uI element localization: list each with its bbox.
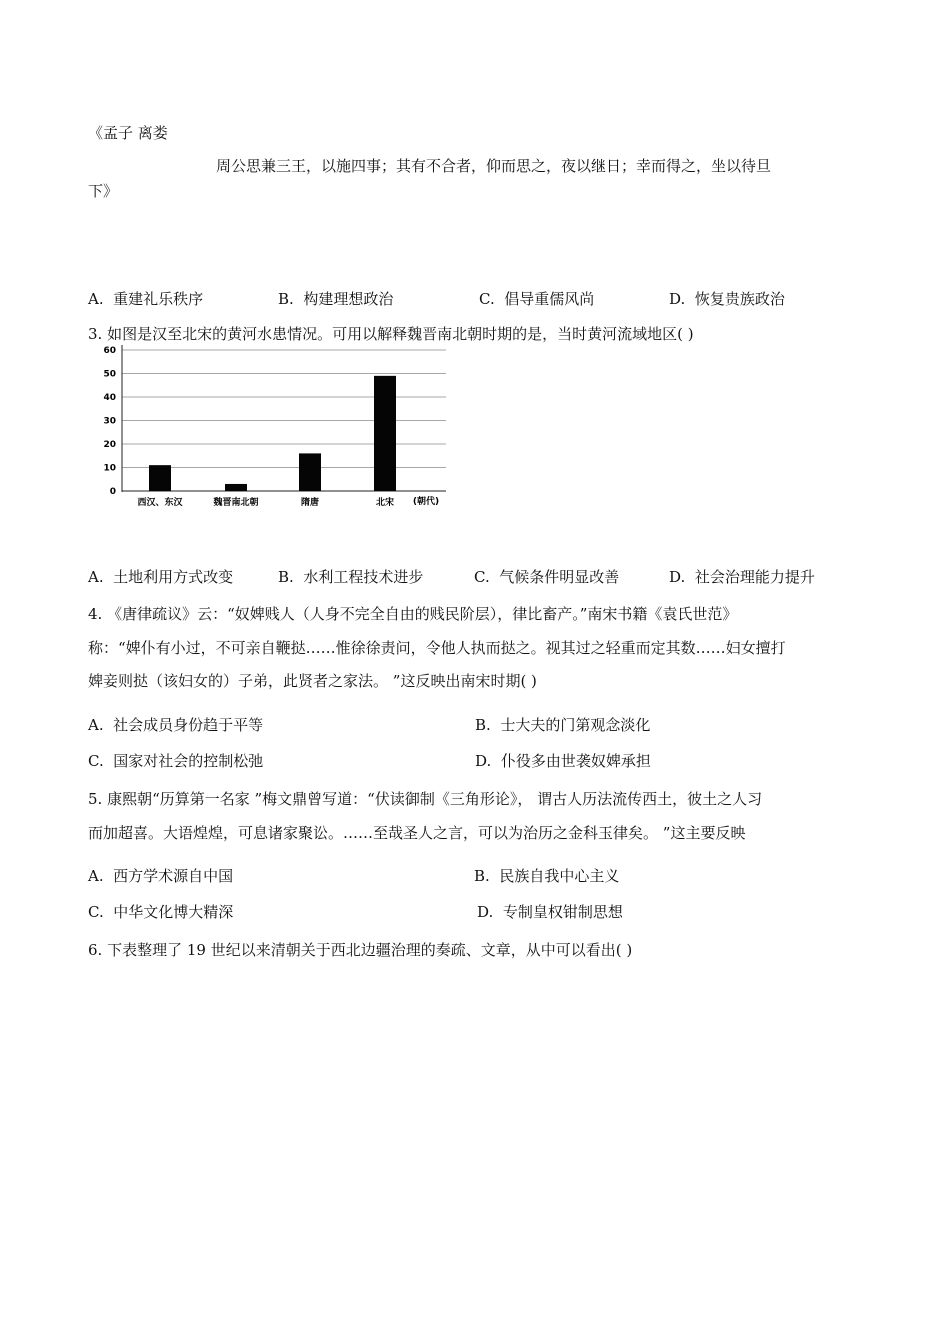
- option-text: 土地利用方式改变: [113, 568, 234, 586]
- option-letter: B.: [278, 290, 294, 308]
- q3-option-a[interactable]: [88, 566, 233, 587]
- option-text: 气候条件明显改善: [499, 568, 620, 586]
- x-tick-label: 隋唐: [300, 498, 320, 508]
- q2-option-d[interactable]: [669, 288, 785, 309]
- option-text: 国家对社会的控制松弛: [113, 752, 264, 770]
- q5-option-b[interactable]: [474, 865, 619, 886]
- option-letter: C.: [88, 752, 104, 770]
- flood-bar-chart: [88, 340, 453, 515]
- option-letter: C.: [479, 290, 495, 308]
- chart-bars: [149, 376, 396, 491]
- option-letter: A.: [88, 290, 104, 308]
- q3-option-b[interactable]: [278, 566, 423, 587]
- x-tick-label: 西汉、东汉: [137, 498, 183, 508]
- bar-1: [149, 465, 171, 491]
- q6-stem: 6. 下表整理了 19 世纪以来清朝关于西北边疆治理的奏疏、文章，从中可以看出( ): [88, 941, 633, 959]
- q4-option-c[interactable]: [88, 750, 263, 771]
- option-letter: A.: [88, 568, 104, 586]
- option-letter: B.: [474, 867, 490, 885]
- x-tick-label: 北宋: [375, 498, 395, 508]
- option-letter: C.: [88, 903, 104, 921]
- chart-y-ticks: [103, 346, 116, 497]
- option-letter: B.: [278, 568, 294, 586]
- q2-option-c[interactable]: [479, 288, 594, 309]
- option-letter: A.: [88, 716, 104, 734]
- bar-2: [225, 484, 247, 491]
- y-tick-label: 50: [103, 369, 116, 380]
- option-text: 民族自我中心主义: [499, 867, 620, 885]
- y-tick-label: 0: [109, 487, 116, 497]
- y-tick-label: 60: [103, 346, 116, 356]
- q5-stem-line-2: 而加超喜。大语煌煌，可息诸家聚讼。……至哉圣人之言，可以为治历之金科玉律矣。 ”这主要反映: [88, 824, 746, 842]
- option-text: 社会治理能力提升: [694, 568, 815, 586]
- x-tick-label: 魏晋南北朝: [213, 498, 259, 508]
- y-tick-label: 40: [103, 393, 116, 403]
- option-text: 水利工程技术进步: [303, 568, 424, 586]
- y-tick-label: 20: [103, 440, 116, 450]
- option-text: 西方学术源自中国: [113, 867, 234, 885]
- q4-option-b[interactable]: [475, 714, 650, 735]
- option-text: 中华文化博大精深: [113, 903, 234, 921]
- option-letter: A.: [88, 867, 104, 885]
- option-text: 仆役多由世袭奴婢承担: [500, 752, 651, 770]
- chart-x-labels: [137, 496, 394, 508]
- passage-quote-end: 下》: [88, 182, 119, 200]
- option-text: 恢复贵族政治: [694, 290, 785, 308]
- q4-stem-line-1: 4. 《唐律疏议》云：“奴婢贱人（人身不完全自由的贱民阶层），律比畜产。”南宋书籍《袁氏世范》: [88, 605, 738, 623]
- y-tick-label: 30: [103, 416, 116, 427]
- q5-option-c[interactable]: [88, 901, 233, 922]
- q3-option-d[interactable]: [669, 566, 815, 587]
- passage-quote: 周公思兼三王，以施四事；其有不合者，仰而思之，夜以继日；幸而得之，坐以待旦: [216, 157, 772, 175]
- q5-stem-line-1: 5. 康熙朝“历算第一名家 ”梅文鼎曾写道：“伏读御制《三角形论》， 谓古人历法流传西土，彼土之人习: [88, 790, 763, 808]
- q2-option-a[interactable]: [88, 288, 203, 309]
- option-letter: D.: [669, 290, 686, 308]
- bar-3: [299, 453, 321, 491]
- q2-option-b[interactable]: [278, 288, 393, 309]
- option-text: 重建礼乐秩序: [113, 290, 204, 308]
- option-letter: D.: [475, 752, 492, 770]
- q4-stem-line-3: 婢妾则挞（该妇女的）子弟，此贤者之家法。 ”这反映出南宋时期( ): [88, 672, 537, 690]
- bar-4: [374, 376, 396, 491]
- option-text: 专制皇权钳制思想: [502, 903, 623, 921]
- q5-option-d[interactable]: [477, 901, 623, 922]
- passage-source: 《孟子 离娄: [88, 124, 168, 142]
- q4-option-a[interactable]: [88, 714, 263, 735]
- option-letter: C.: [474, 568, 490, 586]
- q5-option-a[interactable]: [88, 865, 233, 886]
- option-text: 倡导重儒风尚: [504, 290, 595, 308]
- option-letter: D.: [477, 903, 494, 921]
- q3-stem: 3. 如图是汉至北宋的黄河水患情况。可用以解释魏晋南北朝时期的是，当时黄河流域地区( ): [88, 325, 694, 343]
- option-text: 社会成员身份趋于平等: [113, 716, 264, 734]
- option-letter: B.: [475, 716, 491, 734]
- y-tick-label: 10: [103, 463, 116, 474]
- q3-option-c[interactable]: [474, 566, 619, 587]
- option-text: 士大夫的门第观念淡化: [500, 716, 651, 734]
- q4-stem-line-2: 称：“婢仆有小过，不可亲自鞭挞……惟徐徐责问，令他人执而挞之。视其过之轻重而定其数……妇女擅打: [88, 639, 786, 657]
- option-letter: D.: [669, 568, 686, 586]
- q4-option-d[interactable]: [475, 750, 651, 771]
- x-axis-title: (朝代): [412, 497, 440, 507]
- option-text: 构建理想政治: [303, 290, 394, 308]
